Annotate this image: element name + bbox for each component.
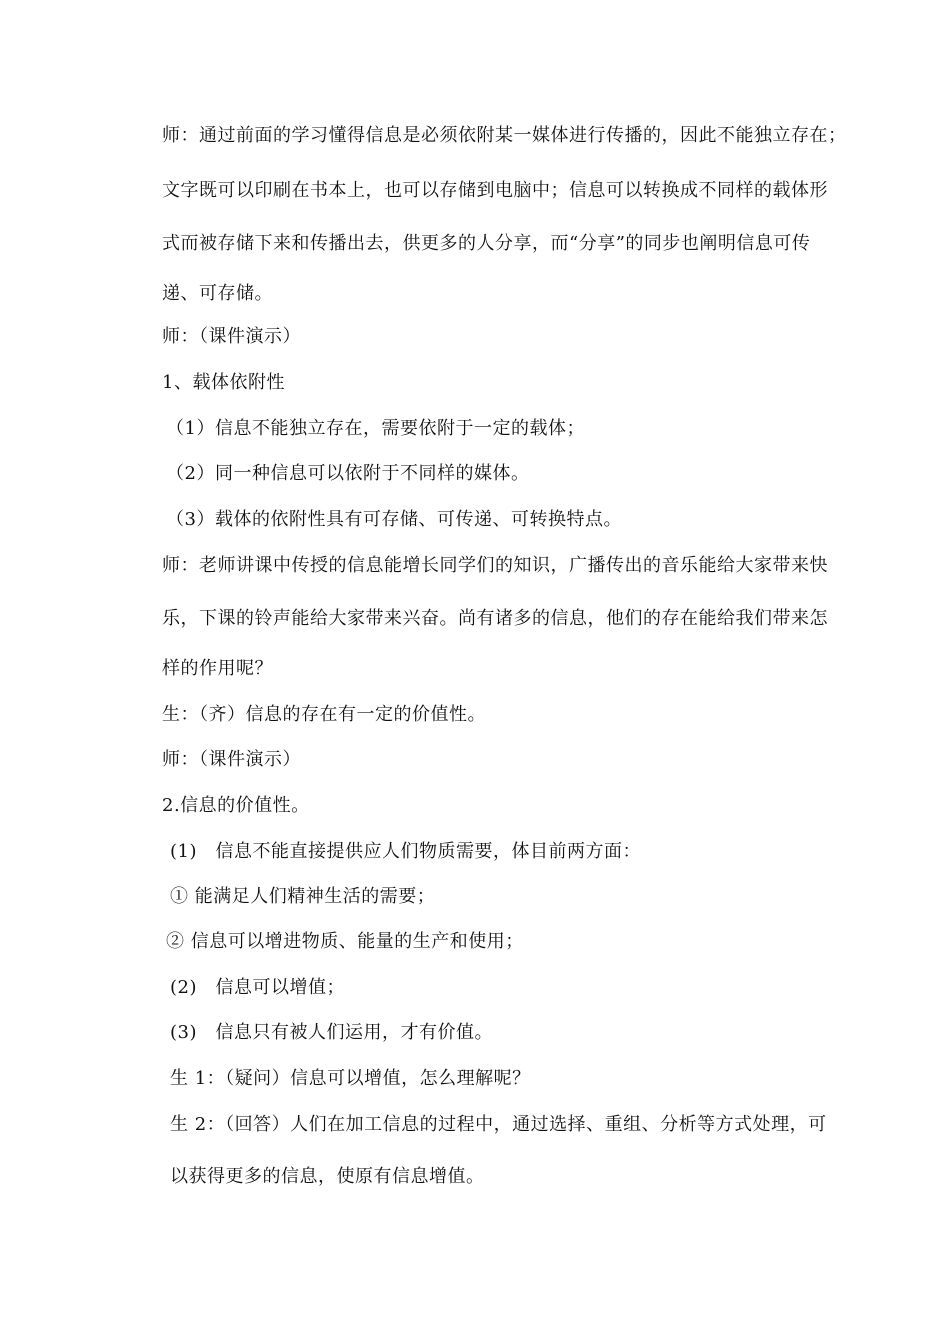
list-item: (1) 信息不能直接提供应人们物质需要，体目前两方面： [170,841,641,862]
list-item: (2) 信息可以增值； [170,977,345,998]
paragraph-line: 师：（课件演示） [162,749,301,770]
list-item: ① 能满足人们精神生活的需要； [170,886,436,907]
paragraph-line: 以获得更多的信息，使原有信息增值。 [170,1166,485,1187]
paragraph-line: 师：（课件演示） [162,326,301,347]
paragraph-line: 师：老师讲课中传授的信息能增长同学们的知识，广播传出的音乐能给大家带来快 [162,555,828,576]
paragraph-line: 式而被存储下来和传播出去，供更多的人分享，而“分享”的同步也阐明信息可传 [162,233,811,254]
section-heading: 1、载体依附性 [162,372,285,393]
paragraph-line: 递、可存储。 [162,283,273,304]
paragraph-line: 生 2：（回答）人们在加工信息的过程中，通过选择、重组、分析等方式处理，可 [170,1114,827,1135]
list-item: ② 信息可以增进物质、能量的生产和使用； [166,931,524,952]
paragraph-line: 乐，下课的铃声能给大家带来兴奋。尚有诸多的信息，他们的存在能给我们带来怎 [162,608,828,629]
list-item: (3) 信息只有被人们运用，才有价值。 [170,1022,493,1043]
list-item: （1）信息不能独立存在，需要依附于一定的载体； [166,418,585,439]
paragraph-line: 生 1：（疑问）信息可以增值，怎么理解呢？ [170,1068,531,1089]
paragraph-line: 样的作用呢？ [162,658,273,679]
list-item: （3）载体的依附性具有可存储、可传递、可转换特点。 [166,509,622,530]
paragraph-line: 生：（齐）信息的存在有一定的价值性。 [162,704,486,725]
section-heading: 2.信息的价值性。 [162,795,310,816]
list-item: （2）同一种信息可以依附于不同样的媒体。 [166,463,530,484]
paragraph-line: 文字既可以印刷在书本上，也可以存储到电脑中；信息可以转换成不同样的载体形 [162,180,828,201]
paragraph-line: 师：通过前面的学习懂得信息是必须依附某一媒体进行传播的，因此不能独立存在； [162,125,847,146]
